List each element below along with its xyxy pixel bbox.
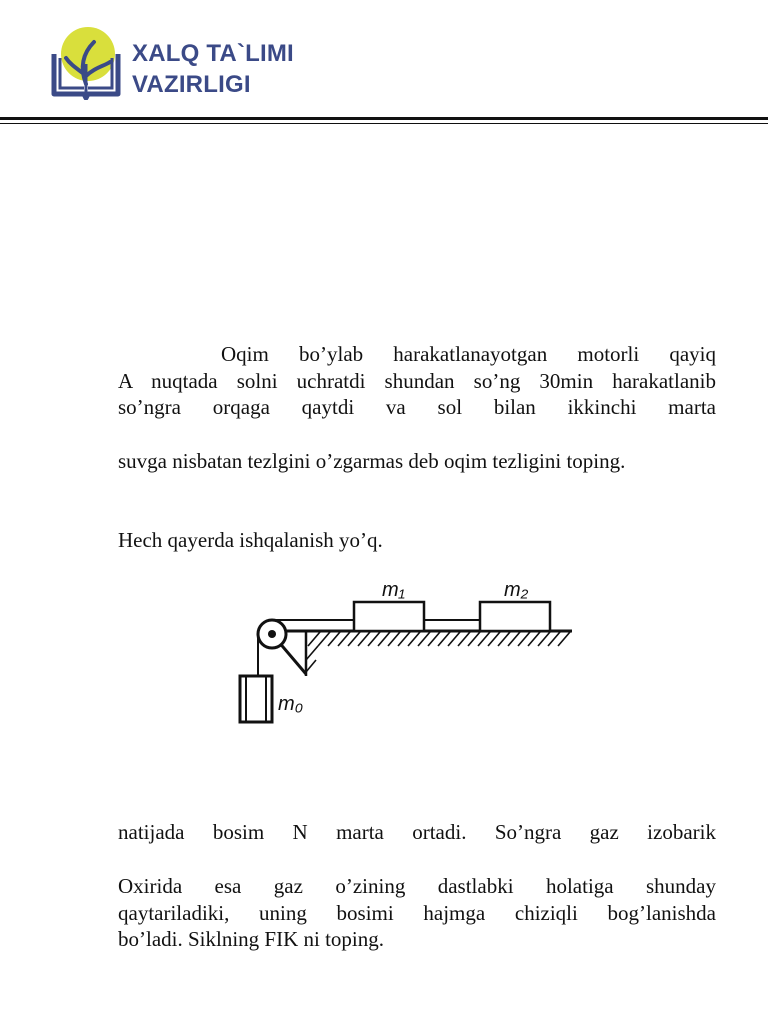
problem3-line1-block	[118, 819, 716, 846]
ministry-name-line2: VAZIRLIGI	[132, 71, 251, 98]
ministry-logo	[50, 24, 122, 100]
problem1-line3: so’ngra orqaga qaytdi va sol bilan ikkinchi marta	[118, 395, 716, 419]
problem1-line4: suvga nisbatan tezlgini o’zgarmas deb oqim tezligini toping.	[118, 449, 626, 473]
problem3-line4: bo’ladi. Siklning FIK ni toping.	[118, 927, 385, 951]
problem1-line2: A nuqtada solni uchratdi shundan so’ng 30min harakatlanib	[118, 368, 716, 393]
problem1-paragraph	[118, 341, 716, 421]
problem3-paragraph	[118, 873, 716, 953]
label-m0: m₀	[278, 693, 304, 715]
label-m2: m₂	[504, 579, 529, 601]
label-m1: m₁	[382, 579, 405, 601]
header-rule-thick	[0, 117, 768, 120]
block-m1	[354, 602, 424, 631]
problem1-line4-block	[118, 448, 716, 475]
header-rule-thin	[0, 123, 768, 124]
problem3-line1: natijada bosim N marta ortadi. So’ngra gaz izobarik	[118, 820, 716, 844]
problem1-line1: Oqim bo’ylab harakatlanayotgan motorli qayiq	[221, 342, 716, 366]
pulley-axle	[268, 630, 276, 638]
block-m2	[480, 602, 550, 631]
ministry-name	[132, 38, 294, 100]
problem2-statement: Hech qayerda ishqalanish yo’q.	[118, 528, 383, 552]
ministry-name-line1: XALQ TA`LIMI	[132, 40, 294, 67]
table-hatching	[306, 632, 570, 672]
block-m0	[240, 676, 272, 722]
problem3-line3: qaytariladiki, uning bosimi hajmga chiziqli bog’lanishda	[118, 900, 716, 925]
pulley-blocks-diagram	[232, 576, 574, 728]
problem3-line2: Oxirida esa gaz o’zining dastlabki holatiga shunday	[118, 874, 716, 898]
problem2-statement-block	[118, 527, 716, 554]
